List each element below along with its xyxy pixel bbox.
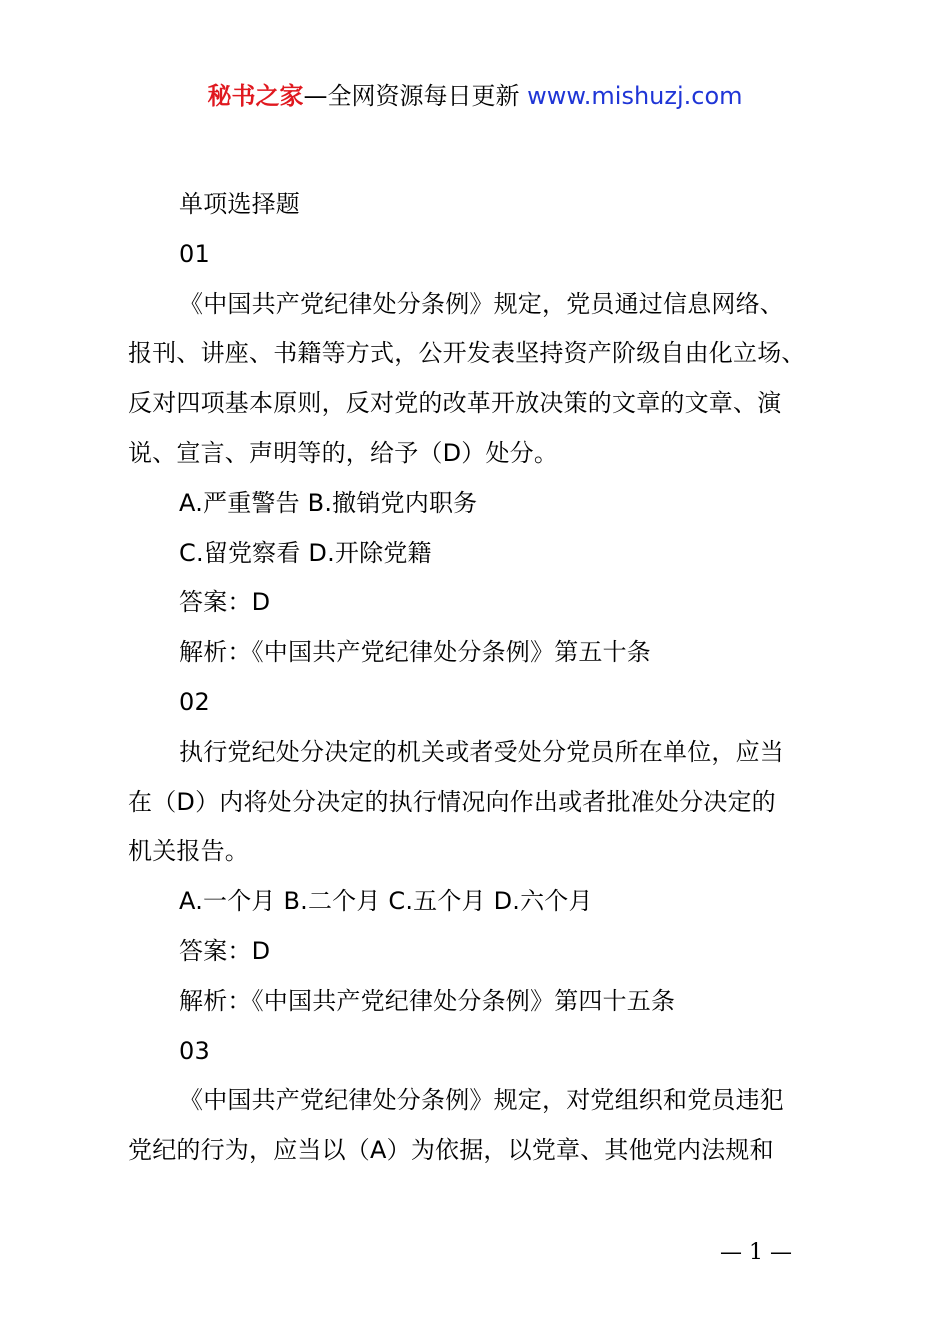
question-number: 02 xyxy=(179,687,210,716)
answer-line: 答案：D xyxy=(179,588,271,617)
question-text-line: 机关报告。 xyxy=(128,837,249,866)
page-number: — 1 — xyxy=(720,1240,792,1265)
question-options: C.留党察看 D.开除党籍 xyxy=(179,538,432,567)
question-text-line: 在（D）内将处分决定的执行情况向作出或者批准处分决定的 xyxy=(128,787,776,816)
question-text-line: 说、宣言、声明等的，给予（D）处分。 xyxy=(128,438,559,467)
question-text-line: 执行党纪处分决定的机关或者受处分党员所在单位，应当 xyxy=(179,737,784,766)
page-header xyxy=(0,80,950,112)
answer-line: 答案：D xyxy=(179,936,271,965)
question-text-line: 报刊、讲座、书籍等方式，公开发表坚持资产阶级自由化立场、 xyxy=(128,339,806,368)
brand-name: 秘书之家 xyxy=(207,82,304,110)
section-title: 单项选择题 xyxy=(179,190,300,218)
question-text-line: 党纪的行为，应当以（A）为依据，以党章、其他党内法规和 xyxy=(128,1136,774,1165)
analysis-line: 解析：《中国共产党纪律处分条例》第五十条 xyxy=(179,638,651,667)
document-body xyxy=(128,180,838,1176)
header-url[interactable]: www.mishuzj.com xyxy=(527,82,743,110)
question-options: A.严重警告 B.撤销党内职务 xyxy=(179,488,478,517)
question-text-line: 反对四项基本原则，反对党的改革开放决策的文章的文章、演 xyxy=(128,389,782,418)
question-number: 03 xyxy=(179,1036,210,1065)
question-text-line: 《中国共产党纪律处分条例》规定，对党组织和党员违犯 xyxy=(179,1086,784,1115)
analysis-line: 解析：《中国共产党纪律处分条例》第四十五条 xyxy=(179,986,676,1015)
question-text-line: 《中国共产党纪律处分条例》规定，党员通过信息网络、 xyxy=(179,289,784,318)
question-number: 01 xyxy=(179,239,210,268)
question-options: A.一个月 B.二个月 C.五个月 D.六个月 xyxy=(179,887,593,916)
header-tagline: —全网资源每日更新 xyxy=(303,82,528,110)
